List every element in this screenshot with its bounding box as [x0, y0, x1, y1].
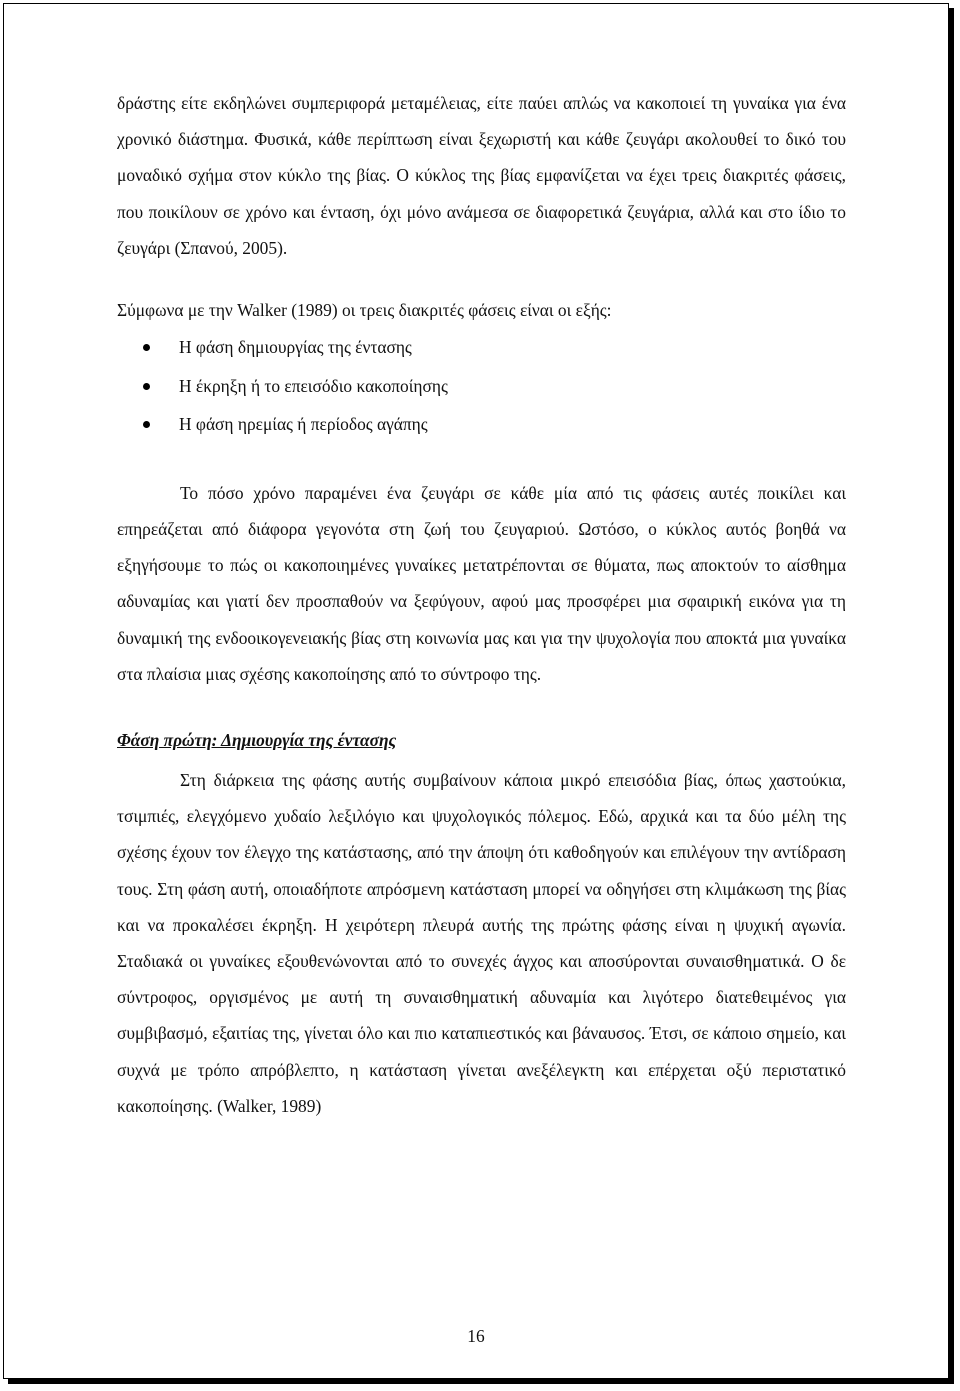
- bullet-icon: [143, 421, 150, 428]
- list-item: [117, 367, 846, 406]
- page-content: [117, 85, 846, 1124]
- phase-label: Η έκρηξη ή το επεισόδιο κακοποίησης: [179, 375, 448, 396]
- paragraph-phase-duration: Το πόσο χρόνο παραμένει ένα ζευγάρι σε κάθε μία από τις φάσεις αυτές ποικίλει και επηρεάζεται από διάφορα γεγονότα στη ζωή του ζευγαριού. Ωστόσο, ο κύκλος αυτός βοηθά να εξηγήσουμε το πώς οι κακοποιημένες γυναίκες μετατρέπονται σε θύματα, πως αποκτούν το αίσθημα αδυναμίας και γιατί δεν προσπαθούν να ξεφύγουν, αφού μας προσφέρει μια σφαιρική εικόνα για τη δυναμική της ενδοοικογενειακής βίας στη κοινωνία μας και για την ψυχολογία που αποκτά μια γυναίκα στα πλαίσια μιας σχέσης κακοποίησης από το σύντροφο της.: [117, 482, 846, 684]
- bullet-icon: [143, 383, 150, 390]
- phase-label: Η φάση ηρεμίας ή περίοδος αγάπης: [179, 414, 428, 435]
- page-number: 16: [467, 1326, 485, 1346]
- bullet-icon: [143, 344, 150, 351]
- section-heading: Φάση πρώτη: Δημιουργία της έντασης: [117, 729, 397, 750]
- list-item: [117, 328, 846, 367]
- paragraph-walker-phases-intro: Σύμφωνα με την Walker (1989) οι τρεις διακριτές φάσεις είναι οι εξής:: [117, 300, 612, 321]
- phases-list: [117, 328, 846, 444]
- list-item: [117, 405, 846, 444]
- paragraph-cycle-of-violence: δράστης είτε εκδηλώνει συμπεριφορά μεταμέλειας, είτε παύει απλώς να κακοποιεί τη γυναίκα για ένα χρονικό διάστημα. Φυσικά, κάθε περίπτωση είναι ξεχωριστή και κάθε ζευγάρι ακολουθεί το δικό του μοναδικό σχήμα στον κύκλο της βίας. Ο κύκλος της βίας εμφανίζεται να έχει τρεις διακριτές φάσεις, που ποικίλουν σε χρόνο και ένταση, όχι μόνο ανάμεσα σε διαφορετικά ζευγάρια, αλλά και στο ίδιο το ζευγάρι (Σπανού, 2005).: [117, 93, 846, 258]
- phase-label: Η φάση δημιουργίας της έντασης: [179, 337, 412, 358]
- paragraph-phase-one: Στη διάρκεια της φάσης αυτής συμβαίνουν κάποια μικρό επεισόδια βίας, όπως χαστούκια, τσιμπιές, ελεγχόμενο χυδαίο λεξιλόγιο και ψυχολογικός πόλεμος. Εδώ, αρχικά και τα δύο μέλη της σχέσης έχουν τον έλεγχο της κατάστασης, από την άποψη ότι καθοδηγούν και επιλέγουν την αντίδραση τους. Στη φάση αυτή, οποιαδήποτε απρόσμενη κατάσταση μπορεί να οδηγήσει στη κλιμάκωση της βίας και να προκαλέσει έκρηξη. Η χειρότερη πλευρά αυτής της πρώτης φάσης είναι η ψυχική αγωνία. Σταδιακά οι γυναίκες εξουθενώνονται από το συνεχές άγχος και αποσύρονται συναισθηματικά. Ο δε σύντροφος, οργισμένος με αυτή τη συναισθηματική αδυναμία και λιγότερο διατεθειμένος για συμβιβασμό, εξαιτίας της, γίνεται όλο και πιο καταπιεστικός και βάναυσος. Έτσι, σε κάποιο σημείο, και συχνά με τρόπο απρόβλεπτο, η κατάσταση γίνεται ανεξέλεγκτη και επέρχεται οξύ περιστατικό κακοποίησης. (Walker, 1989): [117, 769, 846, 1116]
- document-page: [3, 3, 949, 1379]
